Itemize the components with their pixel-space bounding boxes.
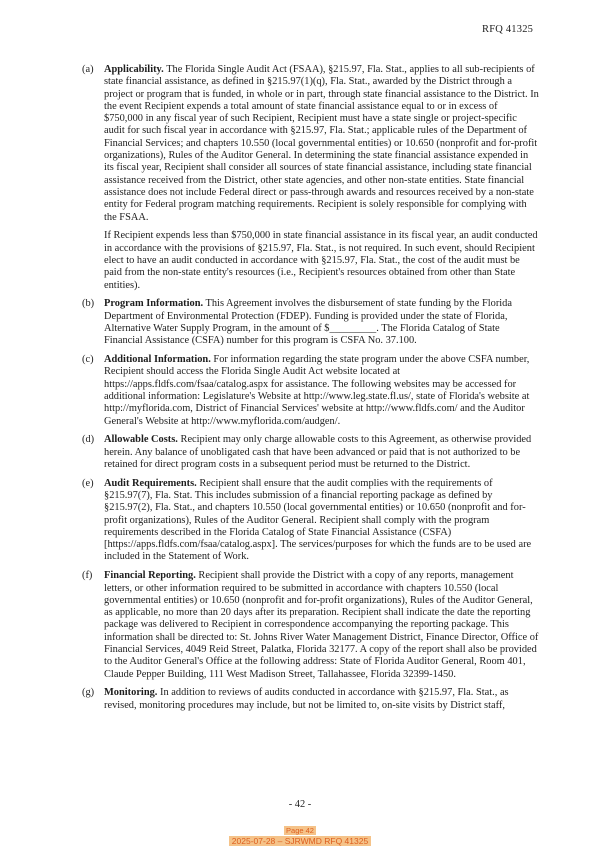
- paragraph-label: (e): [82, 477, 94, 489]
- paragraph-label: (f): [82, 570, 93, 582]
- paragraph-text: This Agreement involves the disbursement of state funding by the Florida Department of Environmental Protection (FDEP). Funding is provided under the state of Florida, Alternative Water Supply Program, in the amount of $_________. The Florida Catalog of State Financial Assistance (CSFA) number for this program is CSFA No. 37.100.: [104, 298, 512, 347]
- document-paragraph: [82, 434, 539, 471]
- paragraph-title: Audit Requirements.: [104, 477, 197, 489]
- paragraph-title: Applicability.: [104, 64, 164, 75]
- paragraph-title: Program Information.: [104, 298, 204, 310]
- paragraph-label: (c): [82, 354, 94, 366]
- paragraph-text: In addition to reviews of audits conducted in accordance with §215.97, Fla. Stat., as revised, monitoring procedures may include, but not be limited to, on-site visits by District staff,: [104, 687, 509, 711]
- paragraph-label: (a): [82, 64, 94, 75]
- document-paragraph: [82, 230, 539, 291]
- document-ref-header: RFQ 41325: [482, 24, 534, 35]
- paragraph-label: (g): [82, 687, 95, 699]
- paragraph-title: Additional Information.: [104, 354, 211, 366]
- paragraph-text: Recipient shall ensure that the audit complies with the requirements of §215.97(7), Fla. Stat. This includes submission of a financial reporting package as defined by §215.97(2), Fla. Stat., and chapters 10.550 (local governmental entities) or 10.650 (nonprofit and for-profit organizations), Rules of the Auditor General. Recipient shall comply with the program requirements described in the Florida Catalog of State Financial Assistance (CSFA) [https://apps.fldfs.com/fsaa/catalog.aspx]. The services/purposes for which the funds are to be used are included in the Statement of Work.: [104, 477, 532, 563]
- page-number: - 42 -: [288, 799, 312, 810]
- paragraph-text: Recipient shall provide the District with a copy of any reports, management letters, or other information required to be submitted in accordance with chapters 10.550 (local governmental entities) or 10.650 (nonprofit and for-profit organizations), Rules of the Auditor General, as applicable, no more than 20 days after its preparation. Recipient shall indicate the date the reporting package was delivered to Recipient in correspondence accompanying the reporting package. This information shall be directed to: St. Johns River Water Management District, Finance Director, Office of Financial Services, 4049 Reid Street, Palatka, Florida 32177. A copy of the report shall also be provided to the Auditor General's Office at the following address: State of Florida Auditor General, Room 401, Claude Pepper Building, 111 West Madison Street, Tallahassee, Florida 32399-1450.: [104, 570, 539, 680]
- document-paragraph: [82, 478, 539, 564]
- footer-stamp: [0, 826, 600, 846]
- document-paragraph: [82, 354, 539, 428]
- paragraph-label: (b): [82, 298, 95, 310]
- document-paragraph: [82, 64, 539, 224]
- paragraph-title: Monitoring.: [104, 687, 158, 699]
- document-paragraph: [82, 298, 539, 347]
- paragraph-text: The Florida Single Audit Act (FSAA), §215.97, Fla. Stat., applies to all sub-recipients of state financial assistance, as defined in §215.97(1)(q), Fla. Stat., awarded by the District through a project or program that is funded, in whole or in part, through state financial assistance to the District. In the event Recipient expends a total amount of state financial assistance equal to or in excess of $750,000 in any fiscal year of such Recipient, Recipient must have a state single or project-specific audit for such fiscal year in accordance with §215.97, Fla. Stat.; applicable rules of the Department of Financial Services; and chapters 10.550 (local governmental entities) or 10.650 (nonprofit and for-profit organizations), Rules of the Auditor General. In determining the state financial assistance expended in its fiscal year, Recipient shall consider all sources of state financial assistance, including state financial assistance received from the District, other state agencies, and other non-state entities. State financial assistance does not include Federal direct or pass-through awards and resources received by a non-state entity for Federal program matching requirements. Recipient is solely responsible for complying with the FSAA.: [104, 64, 539, 223]
- paragraph-label: (d): [82, 434, 95, 446]
- paragraph-text: Recipient may only charge allowable costs to this Agreement, as otherwise provided herein. Any balance of unobligated cash that have been advanced or paid that is not authorized to be retained for direct program costs in a subsequent period must be returned to the District.: [104, 434, 532, 470]
- stamp-page-label: Page 42: [286, 826, 314, 835]
- paragraph-title: Financial Reporting.: [104, 570, 196, 582]
- paragraph-text: If Recipient expends less than $750,000 in state financial assistance in its fiscal year, an audit conducted in accordance with the provisions of §215.97, Fla. Stat., is not required. In such event, should Recipient elect to have an audit conducted in accordance with §215.97, Fla. Stat., the cost of the audit must be paid from the non-state entity's resources (i.e., Recipient's resources obtained from other than State entities).: [104, 230, 538, 291]
- paragraph-title: Allowable Costs.: [104, 434, 178, 446]
- paragraph-text: For information regarding the state program under the above CSFA number, Recipient should access the Florida Single Audit Act website located at https://apps.fldfs.com/fsaa/catalog.aspx for assistance. The following websites may be accessed for additional information: Legislature's Website at http://www.leg.state.fl.us/, state of Florida's website at http://myflorida.com, District of Financial Services' website at http://www.fldfs.com/ and the Auditor General's Website at http://www.myflorida.com/audgen/.: [104, 354, 530, 427]
- document-paragraph: [82, 570, 539, 681]
- stamp-ref-label: 2025-07-28 – SJRWMD RFQ 41325: [229, 836, 371, 846]
- document-body: [82, 64, 539, 719]
- document-paragraph: [82, 687, 539, 712]
